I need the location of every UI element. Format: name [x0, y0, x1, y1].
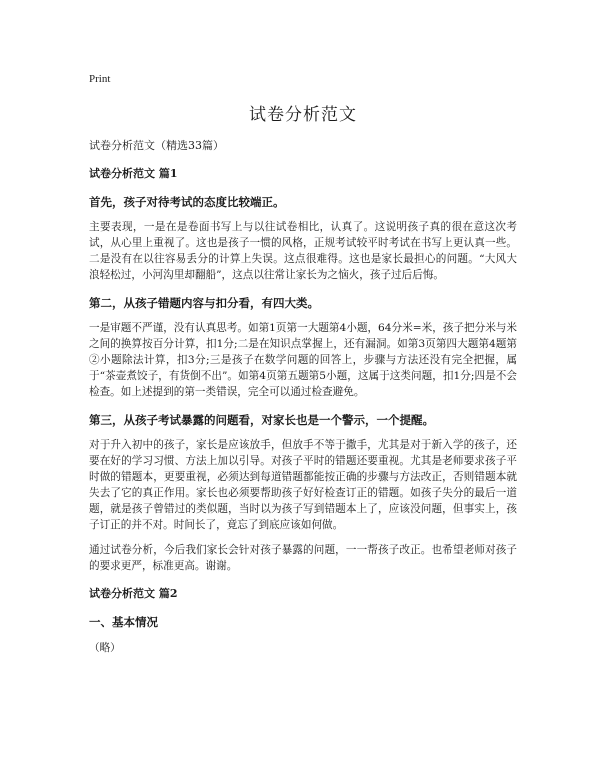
print-label: Print: [89, 73, 111, 85]
article-2-section-heading: 一、基本情况: [89, 615, 158, 629]
document-page: [89, 60, 517, 656]
section-3-paragraph: 对于升入初中的孩子，家长是应该放手，但放手不等于撒手，尤其是对于新入学的孩子，还要在好的学习习惯、方法上加以引导。对孩子平时的错题还要重视。尤其是老师要求孩子平时做的错题本，更要重视，必须达到每道错题都能按正确的步骤与方法改正，否则错题本就失去了它的真正作用。家长也必须要帮助孩子好好检查订正的错题。如孩子失分的最后一道题，就是孩子曾错过的类似题，当时以为孩子写到错题本上了，应该没问题，但事实上，孩子订正的并不对。时间长了，竟忘了到底应该如何做。: [89, 439, 517, 531]
section-2-heading: 第二，从孩子错题内容与扣分看，有四大类。: [89, 296, 319, 310]
article-2-heading: 试卷分析范文 篇2: [89, 587, 178, 600]
document-subtitle: 试卷分析范文（精选33篇）: [89, 139, 224, 152]
section-3-closing-paragraph: 通过试卷分析，今后我们家长会针对孩子暴露的问题，一一帮孩子改正。也希望老师对孩子的要求更严，标准更高。谢谢。: [89, 544, 517, 572]
section-3-heading: 第三，从孩子考试暴露的问题看，对家长也是一个警示，一个提醒。: [89, 413, 434, 427]
section-2-paragraph: 一是审题不严谨，没有认真思考。如第1页第一大题第4小题，64分米=米，孩子把分米与米之间的换算按百分计算，扣1分;二是在知识点掌握上，还有漏洞。如第3页第四大题第4题第②小题除法计算，扣3分;三是孩子在数学问题的回答上，步骤与方法还没有完全把握，属于“茶壶煮饺子，有货倒不出”。如第4页第五题第5小题，这属于这类问题，扣1分;四是不会检查。如上述提到的第一类错误，完全可以通过检查避免。: [89, 322, 517, 398]
page-title: 试卷分析范文: [249, 105, 357, 125]
section-1-heading: 首先，孩子对待考试的态度比较端正。: [89, 195, 285, 209]
article-2-note: （略）: [89, 642, 121, 654]
section-1-paragraph: 主要表现，一是在是卷面书写上与以往试卷相比，认真了。这说明孩子真的很在意这次考试，从心里上重视了。这也是孩子一惯的风格，正规考试较平时考试在书写上更认真一些。二是没有在以往容易丢分的计算上失误。这点很难得。这也是家长最担心的问题。“大风大浪轻松过，小河沟里却翻船”，这点以往常让家长为之恼火，孩子过后后悔。: [89, 221, 517, 281]
article-1-heading: 试卷分析范文 篇1: [89, 167, 178, 180]
